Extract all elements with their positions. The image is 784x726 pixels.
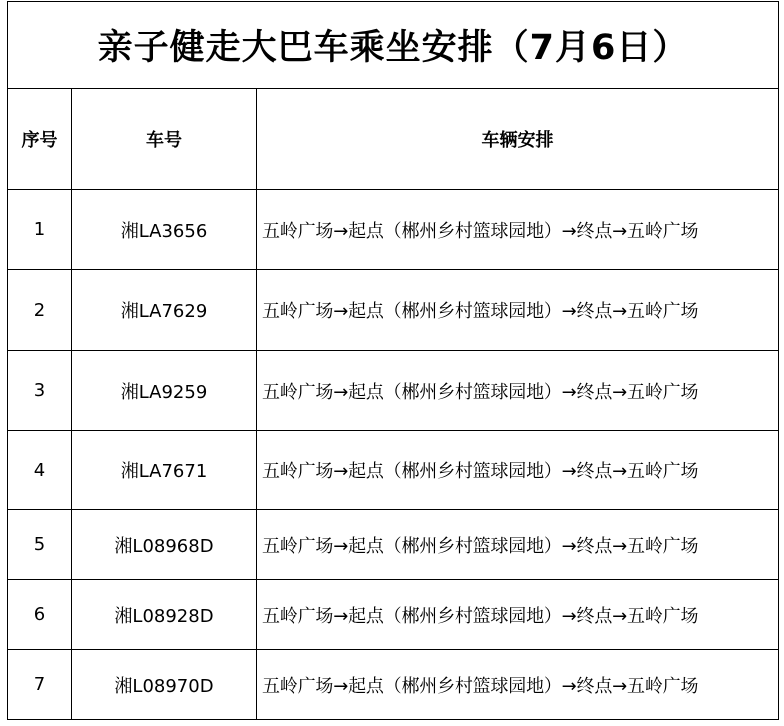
plate-cell: 湘LA7629 xyxy=(72,270,257,351)
route-cell: 五岭广场→起点（郴州乡村篮球园地）→终点→五岭广场 xyxy=(257,351,779,431)
table-row xyxy=(8,270,779,351)
header-row xyxy=(8,89,779,190)
table-row xyxy=(8,650,779,720)
bus-arrangement-table xyxy=(7,1,779,720)
plate-cell: 湘L08970D xyxy=(72,650,257,720)
plate-cell: 湘LA7671 xyxy=(72,431,257,510)
table-row xyxy=(8,510,779,580)
seq-cell: 3 xyxy=(8,351,72,431)
route-cell: 五岭广场→起点（郴州乡村篮球园地）→终点→五岭广场 xyxy=(257,190,779,270)
route-cell: 五岭广场→起点（郴州乡村篮球园地）→终点→五岭广场 xyxy=(257,431,779,510)
header-route: 车辆安排 xyxy=(257,89,779,190)
plate-cell: 湘LA9259 xyxy=(72,351,257,431)
seq-cell: 1 xyxy=(8,190,72,270)
seq-cell: 7 xyxy=(8,650,72,720)
table-row xyxy=(8,580,779,650)
table-row xyxy=(8,351,779,431)
plate-cell: 湘L08968D xyxy=(72,510,257,580)
plate-cell: 湘L08928D xyxy=(72,580,257,650)
route-cell: 五岭广场→起点（郴州乡村篮球园地）→终点→五岭广场 xyxy=(257,510,779,580)
table-row xyxy=(8,431,779,510)
title-row xyxy=(8,2,779,89)
seq-cell: 4 xyxy=(8,431,72,510)
seq-cell: 2 xyxy=(8,270,72,351)
table-row xyxy=(8,190,779,270)
route-cell: 五岭广场→起点（郴州乡村篮球园地）→终点→五岭广场 xyxy=(257,270,779,351)
header-seq: 序号 xyxy=(8,89,72,190)
route-cell: 五岭广场→起点（郴州乡村篮球园地）→终点→五岭广场 xyxy=(257,580,779,650)
route-cell: 五岭广场→起点（郴州乡村篮球园地）→终点→五岭广场 xyxy=(257,650,779,720)
plate-cell: 湘LA3656 xyxy=(72,190,257,270)
seq-cell: 5 xyxy=(8,510,72,580)
seq-cell: 6 xyxy=(8,580,72,650)
page-title: 亲子健走大巴车乘坐安排（7月6日） xyxy=(8,2,779,89)
header-plate: 车号 xyxy=(72,89,257,190)
